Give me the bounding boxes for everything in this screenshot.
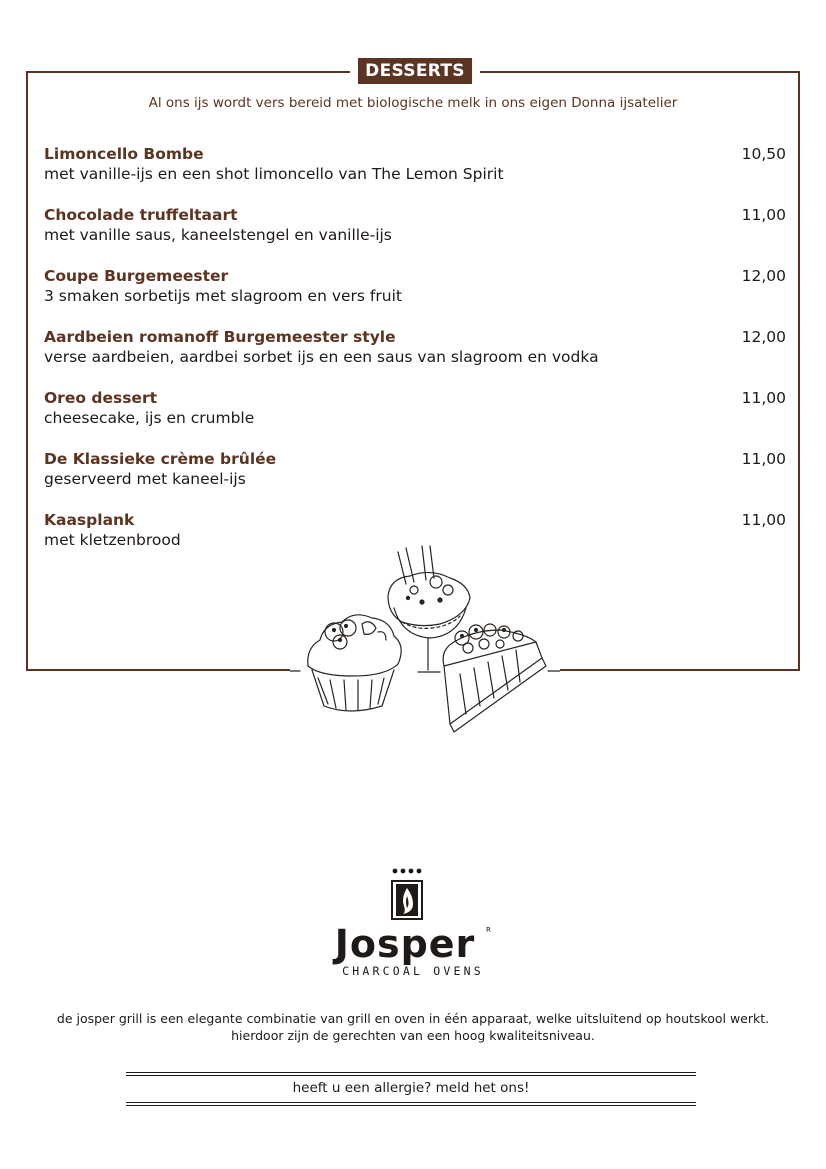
allergy-text: heeft u een allergie? meld het ons! — [292, 1080, 530, 1096]
allergy-notice — [126, 1072, 696, 1106]
section-subtitle: Al ons ijs wordt vers bereid met biologische melk in ons eigen Donna ijsatelier — [148, 95, 678, 111]
menu-item — [44, 206, 786, 250]
logo-brand: Josper — [334, 922, 476, 966]
menu-item-description: met vanille saus, kaneelstengel en vanille-ijs — [44, 226, 392, 244]
menu-item-name: Chocolade truffeltaart — [44, 206, 238, 224]
josper-flame-icon — [387, 866, 427, 924]
menu-item — [44, 389, 786, 433]
divider — [126, 1102, 696, 1103]
josper-logo — [320, 866, 506, 978]
menu-item-name: Oreo dessert — [44, 389, 158, 407]
section-title: DESSERTS — [358, 58, 472, 84]
divider — [126, 1075, 696, 1076]
divider — [126, 1105, 696, 1106]
desserts-illustration — [290, 538, 560, 738]
menu-item-description: cheesecake, ijs en crumble — [44, 409, 255, 427]
menu-item-price: 12,00 — [741, 328, 786, 346]
menu-item-name: Limoncello Bombe — [44, 145, 204, 163]
menu-item-price: 11,00 — [741, 450, 786, 468]
menu-item-name: Aardbeien romanoff Burgemeester style — [44, 328, 396, 346]
menu-item — [44, 267, 786, 311]
menu-item-description: met vanille-ijs en een shot limoncello van The Lemon Spirit — [44, 165, 504, 183]
footer-description — [0, 1010, 826, 1044]
menu-item — [44, 328, 786, 372]
menu-item-price: 11,00 — [741, 206, 786, 224]
menu-item-name: De Klassieke crème brûlée — [44, 450, 277, 468]
menu-item-price: 11,00 — [741, 511, 786, 529]
footer-line: hierdoor zijn de gerechten van een hoog kwaliteitsniveau. — [231, 1028, 595, 1043]
menu-item-price: 11,00 — [741, 389, 786, 407]
logo-tagline: CHARCOAL OVENS — [342, 964, 484, 978]
menu-item — [44, 145, 786, 189]
menu-item-description: met kletzenbrood — [44, 531, 181, 549]
divider — [126, 1072, 696, 1073]
menu-item-description: 3 smaken sorbetijs met slagroom en vers fruit — [44, 287, 402, 305]
menu-item-description: geserveerd met kaneel-ijs — [44, 470, 246, 488]
logo-registered: R — [486, 926, 491, 934]
menu-item-name: Coupe Burgemeester — [44, 267, 229, 285]
menu-item-description: verse aardbeien, aardbei sorbet ijs en een saus van slagroom en vodka — [44, 348, 599, 366]
section-heading — [350, 58, 480, 84]
footer-line: de josper grill is een elegante combinatie van grill en oven in één apparaat, welke uitsluitend op houtskool werkt. — [56, 1011, 770, 1026]
menu-item — [44, 450, 786, 494]
menu-item-price: 10,50 — [741, 145, 786, 163]
menu-item-price: 12,00 — [741, 267, 786, 285]
menu-item-name: Kaasplank — [44, 511, 135, 529]
